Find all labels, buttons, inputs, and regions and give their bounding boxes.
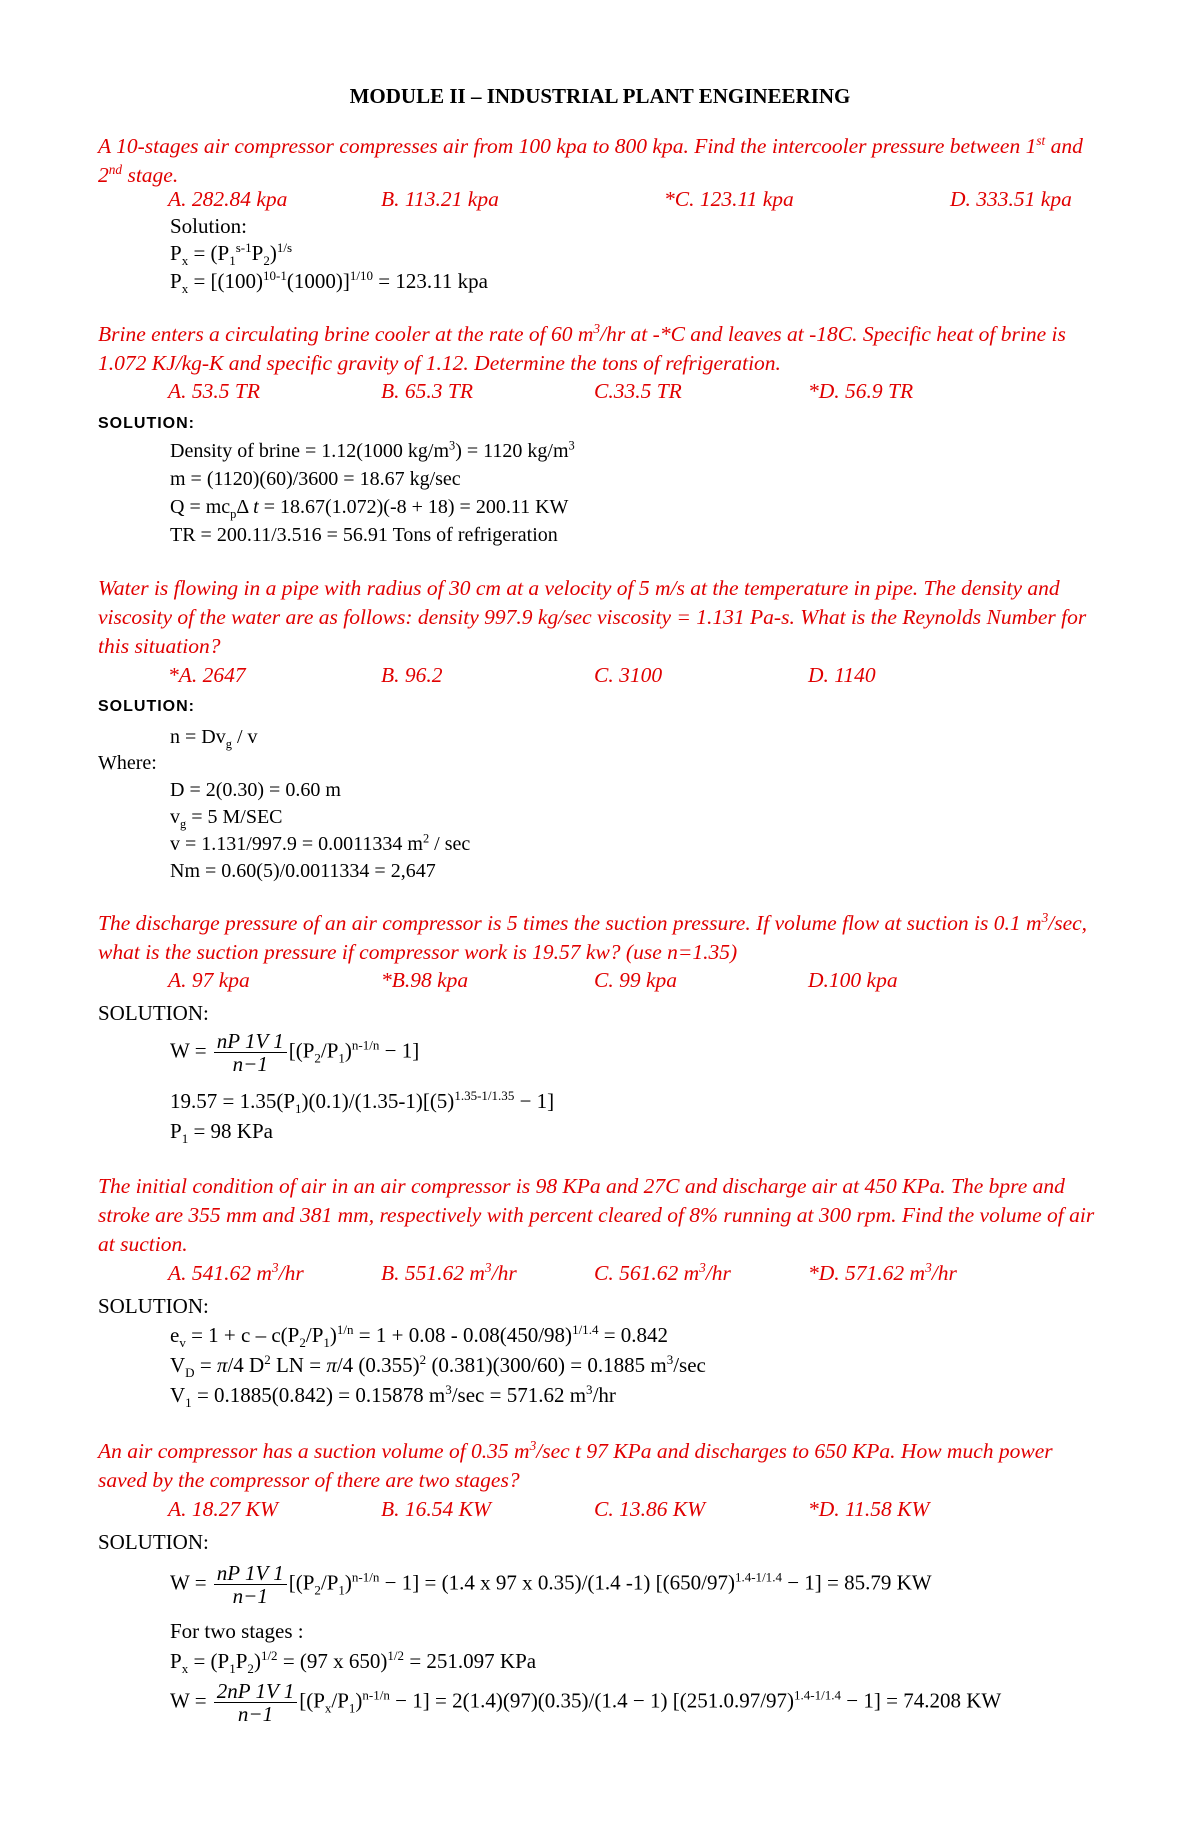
formula-line: $P_x = [(100)^{10-1}(1000)]^{1/10} = 123.11$ kpa xyxy=(170,268,488,297)
question-4-text: The discharge pressure of an air compressor is 5 times the suction pressure. If volume flow at suction is 0.1 $m^3/\sec$, what is the suction pressure if compressor work is 19.57 kw? (use n=1.35) xyxy=(98,909,1088,964)
option-c: C. 561.62 $m^3/hr$ xyxy=(594,1259,731,1285)
option-d: D. 333.51 kpa xyxy=(950,187,1072,211)
formula-line: W = $\frac{2nP 1V 1}{n-1}$ $[(P_x/P_1)^{n-1/n} - 1] = 2(1.4)(97)(0.35)/(1.4 - 1) [(251.0.97/97)^{1.4-1/1.4} - 1] = 74.208$ KW xyxy=(170,1679,1002,1726)
option-d: D. 1140 xyxy=(808,663,876,687)
formula-line: $P_x = (P_1^{s-1}P_2)^{1/s}$ xyxy=(170,240,293,269)
option-c: C. 3100 xyxy=(594,663,663,687)
option-a: A. 97 kpa xyxy=(168,968,250,992)
formula-line: TR = 200.11/3.516 = 56.91 Tons of refrigeration xyxy=(170,524,558,546)
question-1-text: A 10-stages air compressor compresses air from 100 kpa to 800 kpa. Find the intercooler pressure between 1st and 2nd stage. xyxy=(98,132,1083,187)
question-6-text: An air compressor has a suction volume of 0.35 $m^3/\sec$ t 97 KPa and discharges to 650 KPa. How much power saved by the compressor of there are two stages? xyxy=(98,1437,1053,1492)
option-b: B. 113.21 kpa xyxy=(381,187,499,211)
question-5-options xyxy=(168,1261,1128,1290)
formula-line: $Q = mc_p\Delta$ t = 18.67(1.072)(-8 + 18) = 200.11 KW xyxy=(170,496,569,521)
question-3-text: Water is flowing in a pipe with radius of 30 cm at a velocity of 5 m/s at the temperature in pipe. The density and viscosity of the water are as follows: density 997.9 kg/sec viscosity = 1.131 Pa-s. What is the Reynolds Number for this situation? xyxy=(98,576,1087,658)
option-a: A. 18.27 KW xyxy=(168,1497,278,1521)
formula-line: $e_v = 1 + c - c(P_2/P_1)^{1/n} = 1 + 0.08 - 0.08(450/98)^{1/1.4} = 0.842$ xyxy=(170,1322,669,1351)
option-c: C. 13.86 KW xyxy=(594,1497,706,1521)
question-3-options xyxy=(168,663,1128,692)
option-d: D.100 kpa xyxy=(808,968,898,992)
formula-line: Density of brine = 1.12(1000 $kg/m^3) = 1120$ $kg/m^3$ xyxy=(170,438,575,462)
formula-line: v = 1.131/997.9 = 0.0011334 $m^2$ / sec xyxy=(170,831,471,855)
option-d: *D. 11.58 KW xyxy=(808,1497,930,1521)
option-b: B. 96.2 xyxy=(381,663,443,687)
formula-line: Nm = 0.60(5)/0.0011334 = 2,647 xyxy=(170,860,436,882)
option-a: A. 282.84 kpa xyxy=(168,187,288,211)
formula-line: $n = Dv_g / v$ xyxy=(170,726,258,751)
question-5-text: The initial condition of air in an air compressor is 98 KPa and 27C and discharge air at 450 KPa. The bpre and stroke are 355 mm and 381 mm, respectively with percent cleared of 8% running at 300 rpm. Find the volume of air at suction. xyxy=(98,1174,1095,1256)
solution-label: SOLUTION: xyxy=(98,1530,209,1554)
solution-label: SOLUTION: xyxy=(98,1001,209,1025)
solution-label: SOLUTION: xyxy=(98,1294,209,1318)
solution-label: SOLUTION: xyxy=(98,415,195,432)
option-b: B. 16.54 KW xyxy=(381,1497,491,1521)
formula-line: $V_D = \pi/4$ $D^2$ LN = π/4 $(0.355)^2$ (0.381)(300/60) = 0.1885 $m^3/\sec$ xyxy=(170,1352,706,1381)
formula-line: $v_g = 5$ M/SEC xyxy=(170,806,283,831)
option-b: B. 65.3 TR xyxy=(381,379,473,403)
option-c: C. 99 kpa xyxy=(594,968,678,992)
formula-line: $19.57 = 1.35(P_1)(0.1)/(1.35-1)[(5)^{1.35-1/1.35} - 1]$ xyxy=(170,1088,555,1117)
where-label: Where: xyxy=(98,752,157,774)
fraction: $\frac{nP 1V 1}{n-1}$ xyxy=(214,1562,287,1607)
option-b: *B.98 kpa xyxy=(381,968,469,992)
option-c: C.33.5 TR xyxy=(594,379,682,403)
two-stages-label: For two stages : xyxy=(170,1619,304,1643)
formula-line: D = 2(0.30) = 0.60 m xyxy=(170,779,341,801)
fraction: $\frac{nP 1V 1}{n-1}$ xyxy=(214,1030,287,1075)
option-c: *C. 123.11 kpa xyxy=(664,187,794,211)
formula-line: $P_x = (P_1P_2)^{1/2} = (97$ x 650)$^{1/2}$ = 251.097 KPa xyxy=(170,1648,537,1677)
option-a: A. 541.62 $m^3/hr$ xyxy=(168,1259,304,1285)
solution-label: SOLUTION: xyxy=(98,698,195,715)
formula-line: W = $\frac{nP 1V 1}{n-1}$ $[(P_2/P_1)^{n-1/n} - 1]$ xyxy=(170,1029,420,1076)
question-4-options xyxy=(168,968,1128,997)
formula-line: $V_1 = 0.1885(0.842) = 0.15878$ $m^3/\sec = 571.62$ $m^3/hr$ xyxy=(170,1382,616,1411)
option-d: *D. 56.9 TR xyxy=(808,379,914,403)
option-a: *A. 2647 xyxy=(168,663,246,687)
formula-line: $P_1 = 98$ KPa xyxy=(170,1119,273,1147)
option-d: *D. 571.62 $m^3/hr$ xyxy=(808,1259,957,1285)
formula-line: m = (1120)(60)/3600 = 18.67 kg/sec xyxy=(170,468,461,490)
question-1-options xyxy=(168,187,1128,216)
question-6-options xyxy=(168,1497,1128,1526)
page-title: MODULE II – INDUSTRIAL PLANT ENGINEERING xyxy=(349,84,851,108)
formula-line: W = $\frac{nP 1V 1}{n-1}$ $[(P_2/P_1)^{n-1/n} - 1] = (1.4$ x 97 x 0.35)/(1.4 -1) $[(650/97)^{1.4-1/1.4} - 1] = 85.79$ KW xyxy=(170,1561,932,1608)
option-b: B. 551.62 $m^3/hr$ xyxy=(381,1259,517,1285)
solution-label: Solution: xyxy=(170,214,248,238)
question-2-options xyxy=(168,379,1128,408)
question-2-text: Brine enters a circulating brine cooler at the rate of 60 $m^3/hr$ at -*C and leaves at -18C. Specific heat of brine is 1.072 KJ/kg-K and specific gravity of 1.12. Determine the tons of refrigeration. xyxy=(98,320,1066,375)
option-a: A. 53.5 TR xyxy=(168,379,260,403)
fraction: $\frac{2nP 1V 1}{n-1}$ xyxy=(214,1680,297,1725)
